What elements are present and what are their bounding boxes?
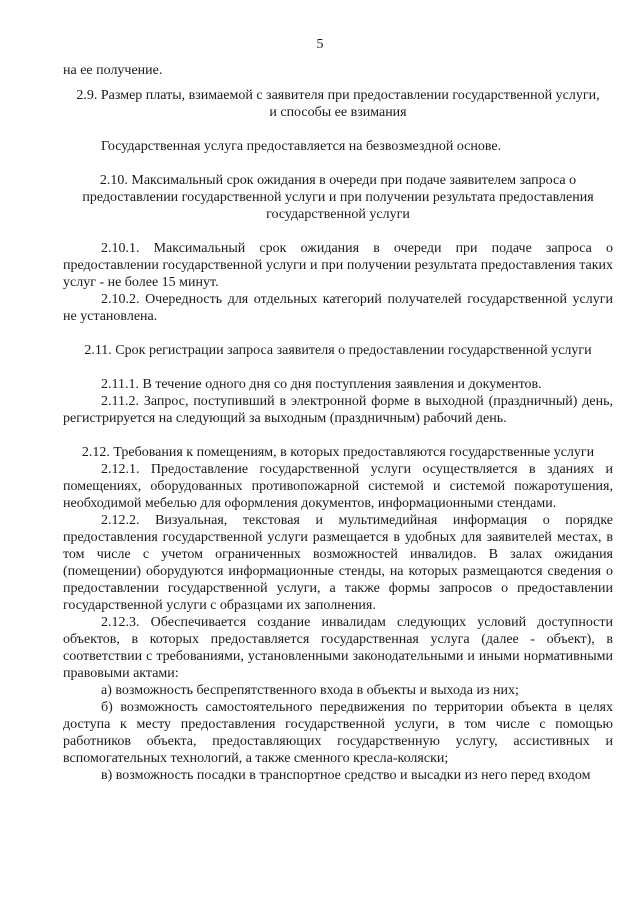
list-item-b: б) возможность самостоятельного передвижения по территории объекта в целях доступа к месту предоставления государственной услуги, в том числе с помощью работников объекта, предоставляющих государственную услугу, ассистивных и вспомогательных технологий, а также сменного кресла-коляски; bbox=[63, 700, 613, 766]
paragraph-2-12-1: 2.12.1. Предоставление государственной услуги осуществляется в зданиях и помещениях, оборудованных противопожарной системой и системой пожаротушения, необходимой мебелью для оформления документов, информационными стендами. bbox=[63, 462, 613, 511]
paragraph-2-10-1: 2.10.1. Максимальный срок ожидания в очереди при подаче запроса о предоставлении государственной услуги и при получении результата предоставления таких услуг - не более 15 минут. bbox=[63, 241, 613, 290]
paragraph-2-12-3: 2.12.3. Обеспечивается создание инвалидам следующих условий доступности объектов, в которых предоставляется государственная услуга (далее - объект), в соответствии с требованиями, установленными законодательными и иными нормативными правовыми актами: bbox=[63, 615, 613, 681]
paragraph-2-12-2: 2.12.2. Визуальная, текстовая и мультимедийная информация о порядке предоставления государственной услуги размещается в удобных для заявителей местах, в том числе с учетом ограниченных возможностей инвалидов. В залах ожидания (помещении) оборудуются информационные стенды, на которых размещаются сведения о предоставлении государственной услуги, а также формы запросов о предоставлении государственной услуги с образцами их заполнения. bbox=[63, 513, 613, 613]
section-heading-2-9: 2.9. Размер платы, взимаемой с заявителя при предоставлении государственной услуги, и способы ее взимания bbox=[76, 88, 600, 120]
paragraph-continuation: на ее получение. bbox=[63, 63, 163, 78]
list-item-a: а) возможность беспрепятственного входа в объекты и выхода из них; bbox=[101, 683, 519, 698]
list-item-v: в) возможность посадки в транспортное средство и высадки из него перед входом bbox=[101, 768, 591, 783]
paragraph-2-11-1: 2.11.1. В течение одного дня со дня поступления заявления и документов. bbox=[101, 377, 542, 392]
section-heading-2-11: 2.11. Срок регистрации запроса заявителя о предоставлении государственной услуги bbox=[84, 343, 592, 358]
paragraph-2-11-2: 2.11.2. Запрос, поступивший в электронной форме в выходной (праздничный) день, регистрируется на следующий за выходным (праздничным) рабочий день. bbox=[63, 394, 613, 426]
paragraph-free-service: Государственная услуга предоставляется на безвозмездной основе. bbox=[101, 139, 502, 154]
section-heading-2-10: 2.10. Максимальный срок ожидания в очереди при подаче заявителем запроса о предоставлении государственной услуги и при получении результата предоставления государственной услуги bbox=[82, 173, 594, 222]
paragraph-2-10-2: 2.10.2. Очередность для отдельных категорий получателей государственной услуги не установлена. bbox=[63, 292, 613, 324]
section-heading-2-12: 2.12. Требования к помещениям, в которых предоставляются государственные услуги bbox=[81, 445, 595, 460]
page-number: 5 bbox=[316, 37, 324, 52]
document-body bbox=[63, 62, 613, 784]
